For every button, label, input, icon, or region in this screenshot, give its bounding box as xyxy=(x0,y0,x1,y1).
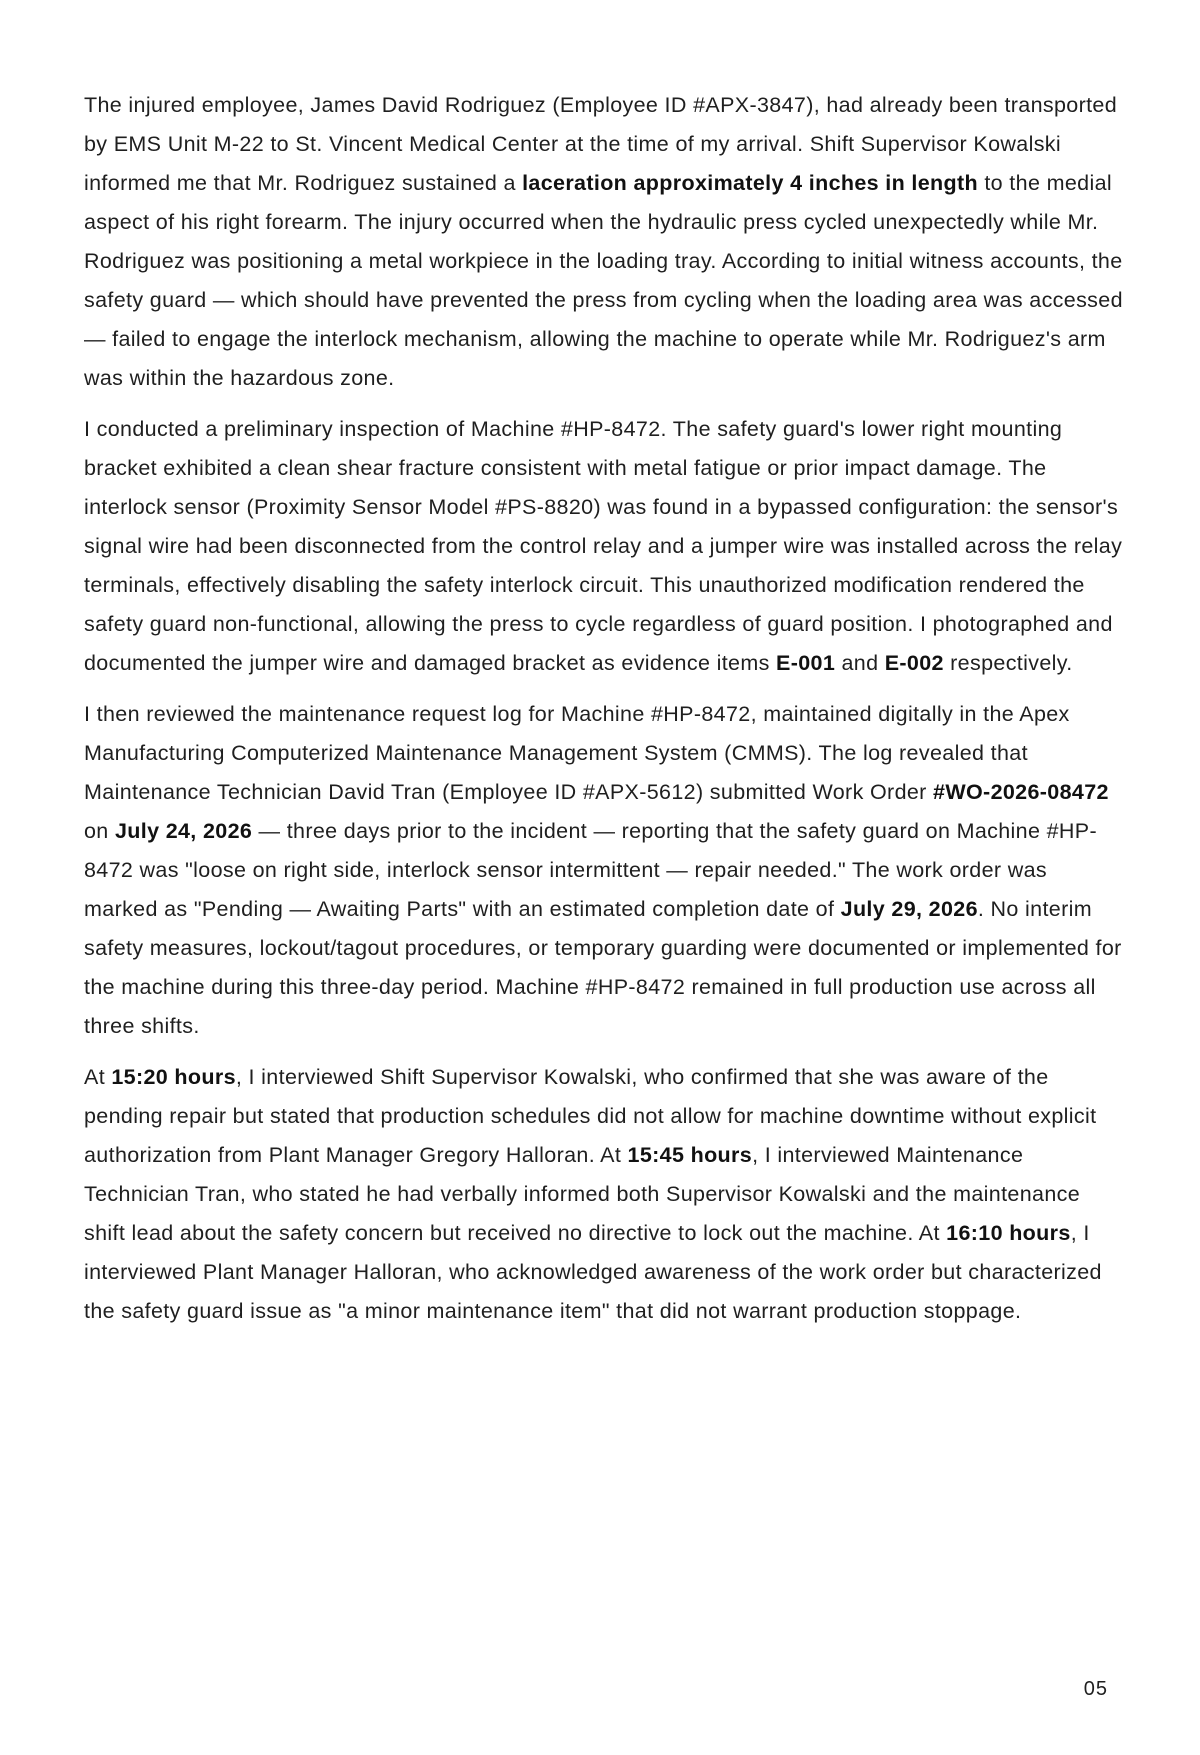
bold-text: July 29, 2026 xyxy=(840,897,978,921)
bold-text: 15:45 hours xyxy=(627,1143,753,1167)
document-body xyxy=(84,86,1124,1343)
bold-text: 16:10 hours xyxy=(946,1221,1071,1245)
body-text: At xyxy=(84,1065,112,1089)
body-text: to the medial aspect of his right forearm. The injury occurred when the hydraulic press cycled unexpectedly while Mr. Rodriguez was positioning a metal workpiece in the loading tray. According to initial witness accounts, the safety guard — which should have prevented the press from cycling when the loading area was accessed — failed to engage the interlock mechanism, allowing the machine to operate while Mr. Rodriguez's arm was within the hazardous zone. xyxy=(84,171,1123,390)
body-text: — three days prior to the incident — reporting that the safety guard on Machine #HP-8472 was "loose on right side, interlock sensor intermittent — repair needed." The work order was marked as "Pending — Awaiting Parts" with an estimated completion date of xyxy=(84,819,1097,921)
bold-text: #WO-2026-08472 xyxy=(933,780,1109,804)
body-text: respectively. xyxy=(943,651,1073,675)
body-text: . No interim safety measures, lockout/tagout procedures, or temporary guarding were documented or implemented for the machine during this three-day period. Machine #HP-8472 remained in full production use across all three shifts. xyxy=(84,897,1122,1038)
paragraph-maintenance-log xyxy=(84,695,1124,1046)
body-text: , I interviewed Shift Supervisor Kowalski, who confirmed that she was aware of the pending repair but stated that production schedules did not allow for machine downtime without explicit authorization from Plant Manager Gregory Halloran. At xyxy=(84,1065,1097,1167)
bold-text: laceration approximately 4 inches in length xyxy=(522,171,979,195)
paragraph-injury-description xyxy=(84,86,1124,398)
bold-text: E-001 xyxy=(776,651,836,675)
body-text: I conducted a preliminary inspection of Machine #HP-8472. The safety guard's lower right mounting bracket exhibited a clean shear fracture consistent with metal fatigue or prior impact damage. The interlock sensor (Proximity Sensor Model #PS-8820) was found in a bypassed configuration: the sensor's signal wire had been disconnected from the control relay and a jumper wire was installed across the relay terminals, effectively disabling the safety interlock circuit. This unauthorized modification rendered the safety guard non-functional, allowing the press to cycle regardless of guard position. I photographed and documented the jumper wire and damaged bracket as evidence items xyxy=(84,417,1123,675)
body-text: , I interviewed Plant Manager Halloran, who acknowledged awareness of the work order but characterized the safety guard issue as "a minor maintenance item" that did not warrant production stoppage. xyxy=(84,1221,1102,1323)
body-text: I then reviewed the maintenance request log for Machine #HP-8472, maintained digitally in the Apex Manufacturing Computerized Maintenance Management System (CMMS). The log revealed that Maintenance Technician David Tran (Employee ID #APX-5612) submitted Work Order xyxy=(84,702,1070,804)
body-text: The injured employee, James David Rodriguez (Employee ID #APX-3847), had already been transported by EMS Unit M-22 to St. Vincent Medical Center at the time of my arrival. Shift Supervisor Kowalski informed me that Mr. Rodriguez sustained a xyxy=(84,93,1118,195)
body-text: and xyxy=(835,651,885,675)
bold-text: July 24, 2026 xyxy=(114,819,253,843)
bold-text: 15:20 hours xyxy=(111,1065,236,1089)
page-number: 05 xyxy=(1083,1678,1108,1700)
paragraph-machine-inspection xyxy=(84,410,1124,683)
bold-text: E-002 xyxy=(884,651,944,675)
body-text: , I interviewed Maintenance Technician Tran, who stated he had verbally informed both Supervisor Kowalski and the maintenance shift lead about the safety concern but received no directive to lock out the machine. At xyxy=(84,1143,1081,1245)
paragraph-interviews xyxy=(84,1058,1124,1331)
body-text: on xyxy=(84,819,115,843)
